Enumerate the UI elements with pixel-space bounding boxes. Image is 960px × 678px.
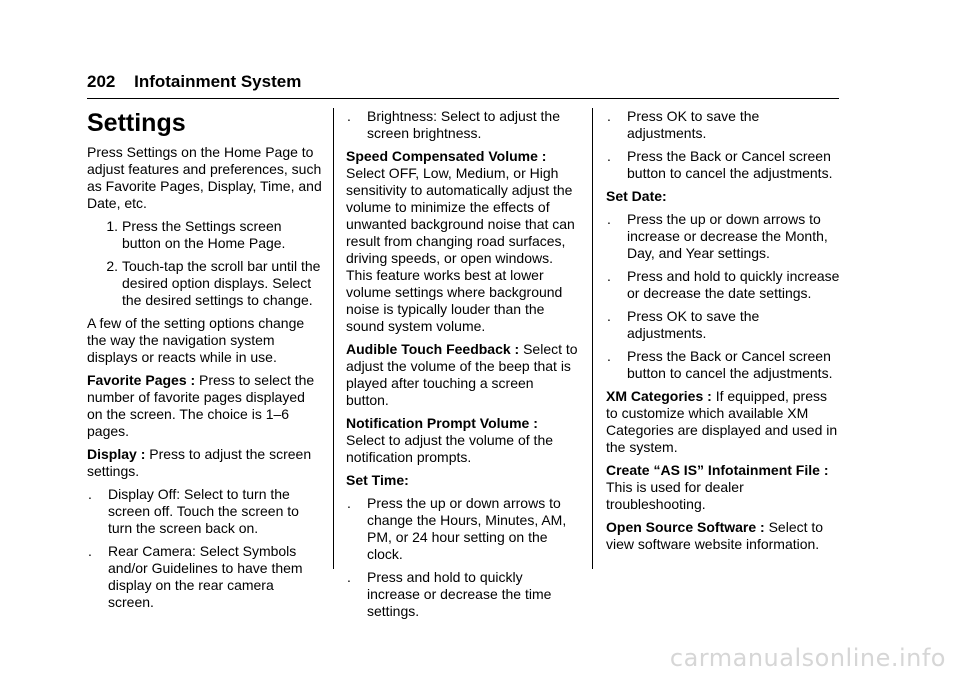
entry-text: Select to adjust the volume of the beep that is played after touching a screen button.	[346, 341, 578, 408]
column-3	[606, 108, 842, 559]
bullet-text: Press the Back or Cancel screen button to cancel the adjustments.	[627, 148, 833, 181]
set-date-heading: Set Date:	[606, 188, 667, 204]
bullet-item	[606, 268, 842, 302]
step-number: 2.	[106, 258, 118, 274]
entry-label: Audible Touch Feedback :	[346, 341, 520, 357]
note-paragraph: A few of the setting options change the way the navigation system displays or reacts while in use.	[87, 315, 305, 365]
bullet-text: Rear Camera: Select Symbols and/or Guidelines to have them display on the rear camera screen.	[108, 543, 303, 610]
bullet-glyph: .	[607, 211, 611, 227]
bullet-glyph: .	[607, 268, 611, 284]
bullet-item	[346, 495, 578, 563]
entry-text: Select to adjust the volume of the notification prompts.	[346, 432, 554, 465]
step-number: 1.	[106, 218, 118, 234]
numbered-step	[87, 258, 323, 309]
bullet-glyph: .	[347, 108, 351, 124]
entry-text: Select OFF, Low, Medium, or High sensitivity to automatically adjust the volume to minimize the effects of unwanted background noise that can result from changing road surfaces, driving speeds, or open windows. This feature works best at lower volume settings where background noise is typically louder than the sound system volume.	[346, 165, 575, 334]
bullet-item	[87, 543, 323, 611]
speed-compensated-volume-entry	[346, 148, 578, 335]
notification-prompt-volume-entry	[346, 415, 578, 466]
header-rule	[87, 98, 839, 99]
entry-label: Display :	[87, 446, 146, 462]
column-2	[346, 108, 578, 626]
bullet-item	[606, 148, 842, 182]
column-divider	[333, 108, 334, 569]
entry-text: If equipped, press to customize which available XM Categories are displayed and used in the system.	[606, 388, 838, 455]
bullet-glyph: .	[607, 308, 611, 324]
open-source-software-entry	[606, 519, 842, 553]
bullet-item	[346, 108, 578, 142]
create-as-is-file-entry	[606, 462, 842, 513]
favorite-pages-entry	[87, 372, 323, 440]
bullet-glyph: .	[347, 495, 351, 511]
entry-text: Press to adjust the screen settings.	[87, 446, 312, 479]
bullet-glyph: .	[88, 543, 92, 559]
bullet-glyph: .	[607, 108, 611, 124]
audible-touch-feedback-entry	[346, 341, 578, 409]
entry-text: Select to view software website information.	[606, 519, 824, 552]
entry-text: Press to select the number of favorite pages displayed on the screen. The choice is 1–6 pages.	[87, 372, 315, 439]
watermark: carmanualsonline.info	[669, 644, 946, 672]
section-title: Infotainment System	[134, 72, 302, 91]
display-entry	[87, 446, 323, 480]
step-text: Press the Settings screen button on the Home Page.	[122, 218, 286, 251]
bullet-item	[606, 308, 842, 342]
bullet-text: Brightness: Select to adjust the screen brightness.	[367, 108, 560, 141]
entry-label: Create “AS IS” Infotainment File :	[606, 462, 829, 478]
bullet-item	[606, 108, 842, 142]
bullet-text: Press the up or down arrows to increase or decrease the Month, Day, and Year settings.	[627, 211, 828, 261]
bullet-item	[346, 569, 578, 620]
column-divider	[592, 108, 593, 569]
bullet-glyph: .	[88, 486, 92, 502]
entry-label: Speed Compensated Volume :	[346, 148, 547, 164]
entry-label: Open Source Software :	[606, 519, 765, 535]
bullet-text: Press OK to save the adjustments.	[627, 108, 760, 141]
numbered-step	[87, 218, 323, 252]
set-time-heading: Set Time:	[346, 472, 409, 488]
step-text: Touch-tap the scroll bar until the desired option displays. Select the desired settings to change.	[122, 258, 321, 308]
bullet-glyph: .	[607, 148, 611, 164]
bullet-text: Press and hold to quickly increase or decrease the date settings.	[627, 268, 840, 301]
xm-categories-entry	[606, 388, 842, 456]
bullet-item	[606, 211, 842, 262]
page-number: 202	[87, 72, 116, 91]
entry-label: Favorite Pages :	[87, 372, 196, 388]
bullet-text: Press OK to save the adjustments.	[627, 308, 760, 341]
bullet-text: Press the up or down arrows to change the Hours, Minutes, AM, PM, or 24 hour setting on the clock.	[367, 495, 567, 562]
entry-label: XM Categories :	[606, 388, 712, 404]
bullet-item	[87, 486, 323, 537]
column-1	[87, 108, 323, 617]
bullet-item	[606, 348, 842, 382]
bullet-glyph: .	[347, 569, 351, 585]
bullet-text: Press the Back or Cancel screen button to cancel the adjustments.	[627, 348, 833, 381]
page-title: Settings	[87, 109, 186, 137]
bullet-text: Display Off: Select to turn the screen off. Touch the screen to turn the screen back on.	[108, 486, 299, 536]
entry-label: Notification Prompt Volume :	[346, 415, 538, 431]
bullet-glyph: .	[607, 348, 611, 364]
intro-paragraph: Press Settings on the Home Page to adjust features and preferences, such as Favorite Pages, Display, Time, and Date, etc.	[87, 144, 322, 211]
page-header	[87, 71, 839, 93]
entry-text: This is used for dealer troubleshooting.	[606, 479, 744, 512]
bullet-text: Press and hold to quickly increase or decrease the time settings.	[367, 569, 552, 619]
